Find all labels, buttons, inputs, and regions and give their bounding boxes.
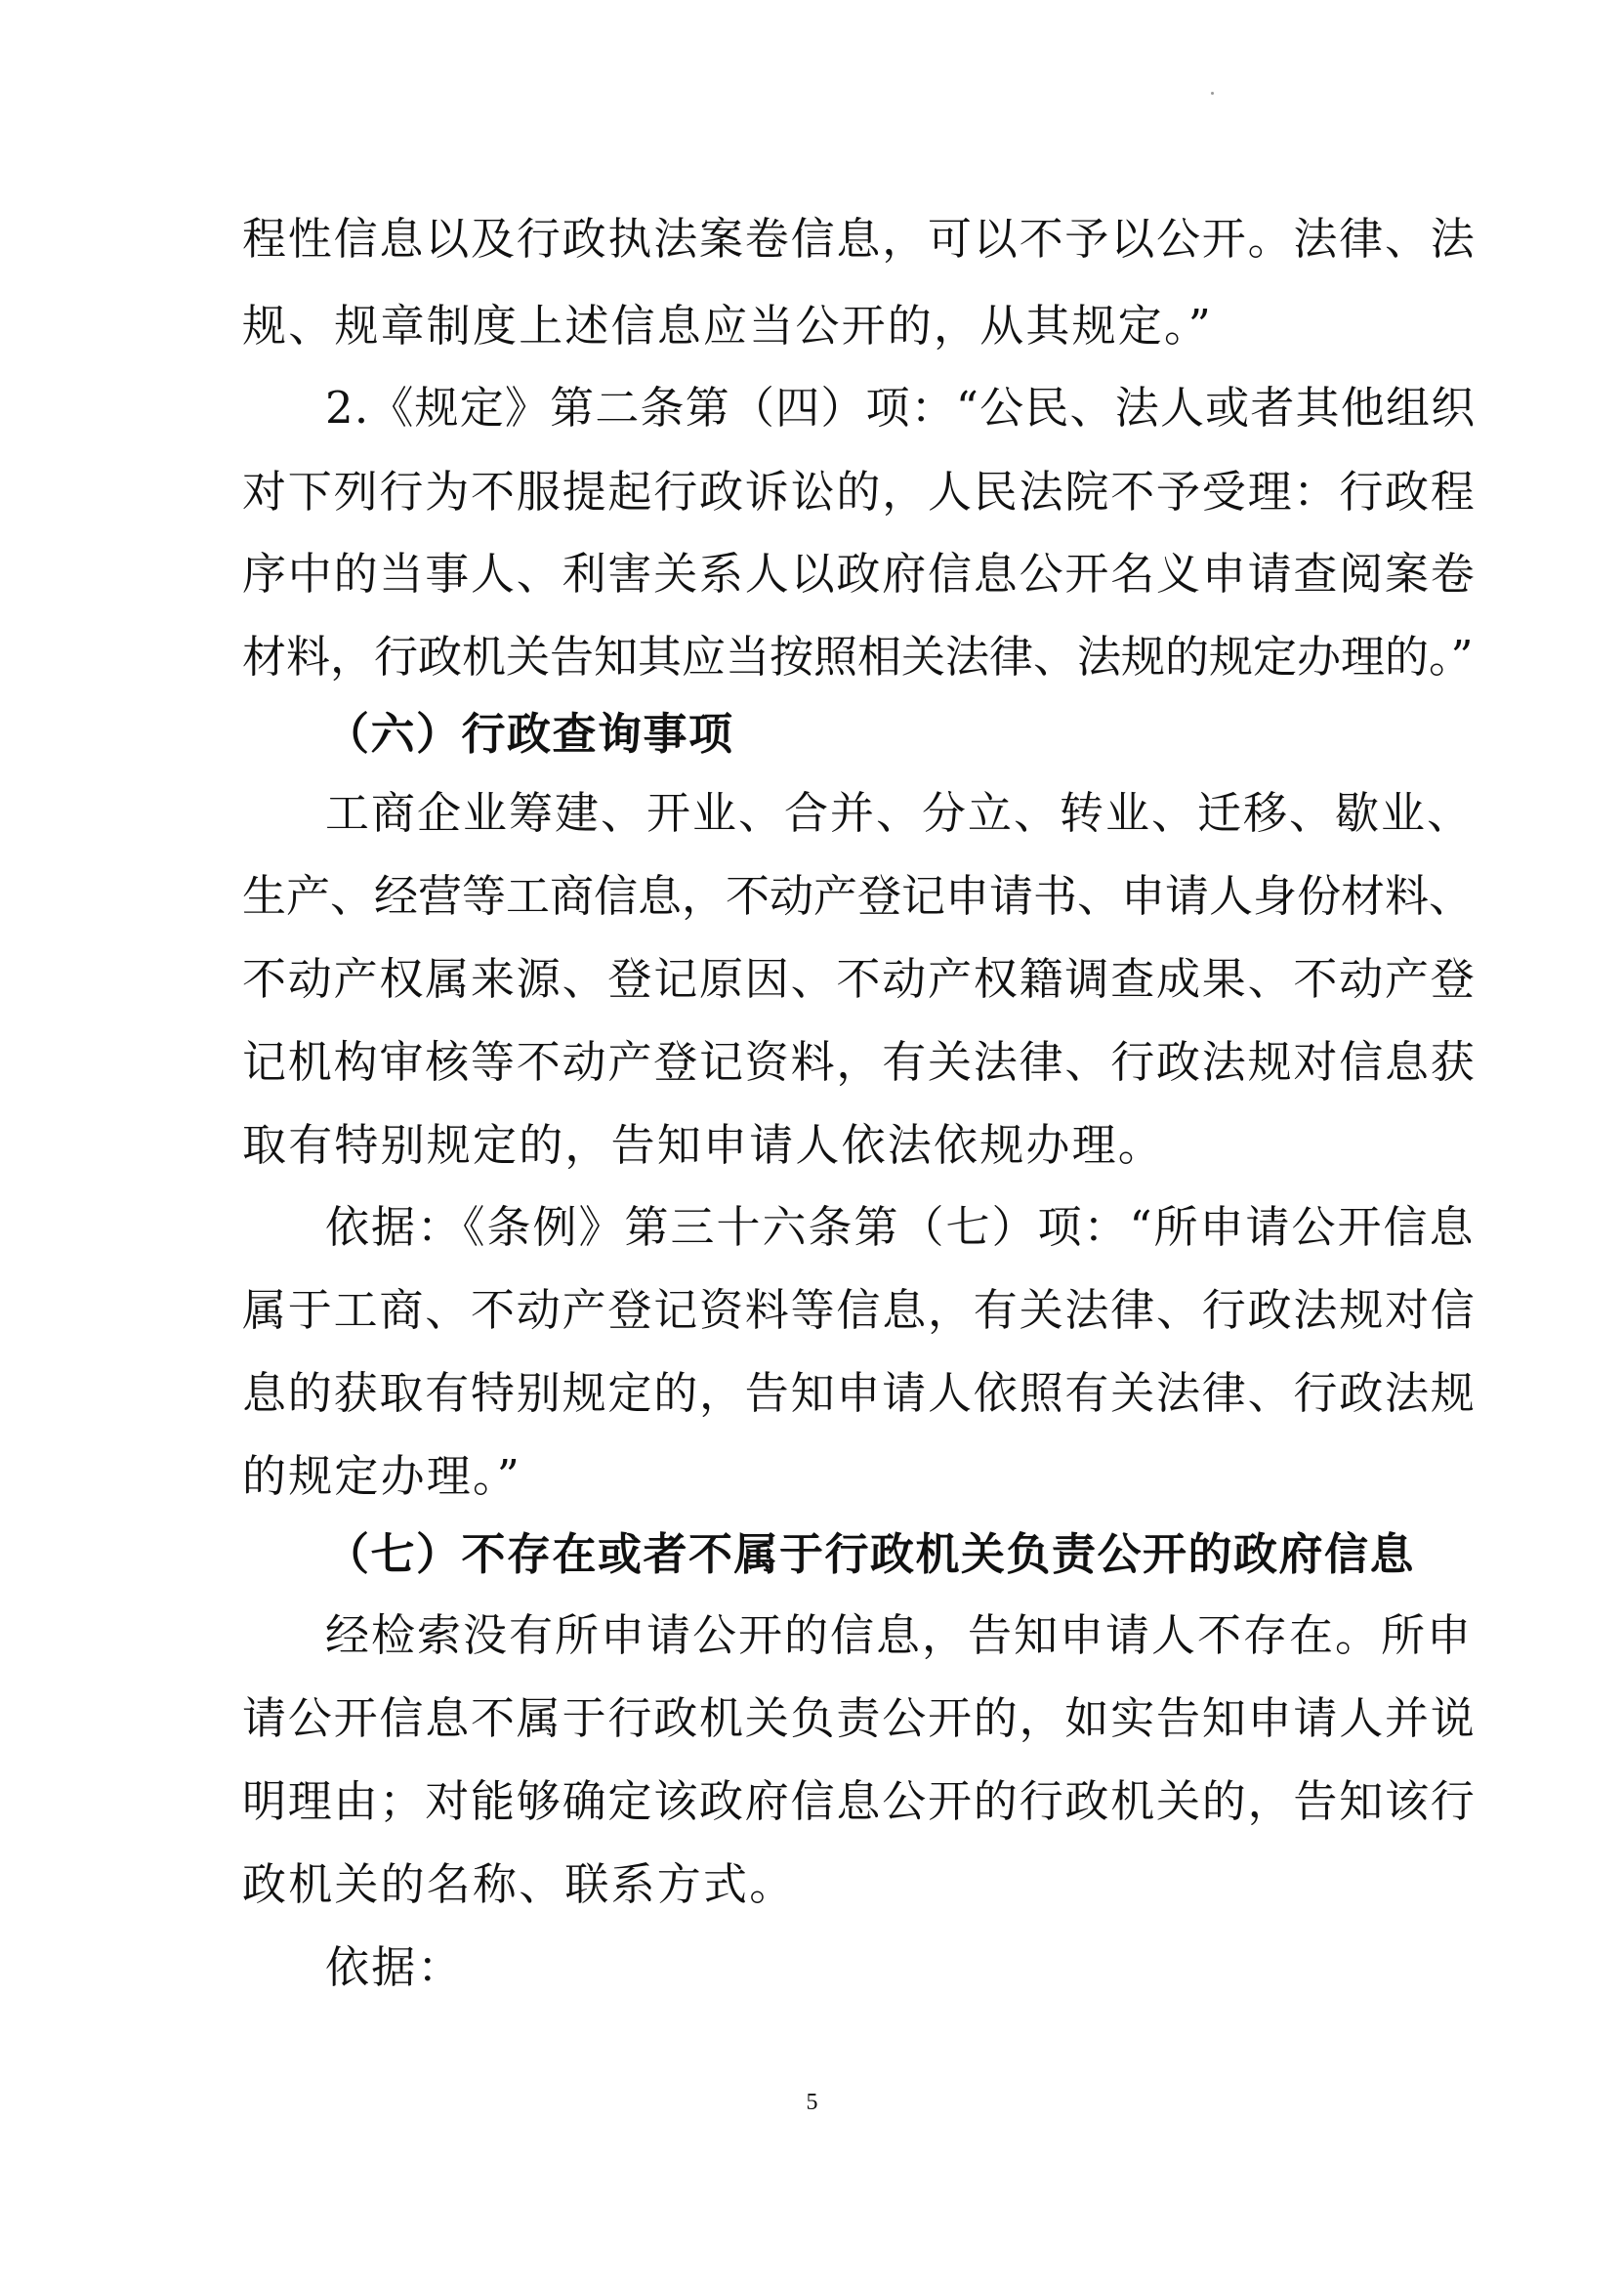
text-line: 规、规章制度上述信息应当公开的，从其规定。” <box>242 300 1213 352</box>
section-heading: （六）行政查询事项 <box>325 708 734 760</box>
text-line: 程性信息以及行政执法案卷信息，可以不予以公开。法律、法 <box>242 213 1477 265</box>
section-heading: （七）不存在或者不属于行政机关负责公开的政府信息 <box>325 1528 1416 1580</box>
text-line: 工商企业筹建、开业、合并、分立、转业、迁移、歇业、 <box>325 787 1474 839</box>
text-line: 依据：《条例》第三十六条第（七）项：“所申请公开信息 <box>325 1201 1476 1253</box>
text-line: 依据： <box>325 1941 464 1993</box>
text-line: 材料，行政机关告知其应当按照相关法律、法规的规定办理的。” <box>242 631 1474 683</box>
text-line: 请公开信息不属于行政机关负责公开的，如实告知申请人并说 <box>242 1692 1477 1744</box>
text-line: 不动产权属来源、登记原因、不动产权籍调查成果、不动产登 <box>242 953 1477 1005</box>
text-line: 明理由；对能够确定该政府信息公开的行政机关的，告知该行 <box>242 1775 1477 1827</box>
text-line: 记机构审核等不动产登记资料，有关法律、行政法规对信息获 <box>242 1036 1477 1088</box>
text-line: 序中的当事人、利害关系人以政府信息公开名义申请查阅案卷 <box>242 548 1477 600</box>
page-number: 5 <box>806 2090 818 2115</box>
text-line: 取有特别规定的，告知申请人依法依规办理。 <box>242 1119 1165 1171</box>
text-line: 对下列行为不服提起行政诉讼的，人民法院不予受理：行政程 <box>242 466 1477 518</box>
text-line: 的规定办理。” <box>242 1450 521 1502</box>
text-line: 属于工商、不动产登记资料等信息，有关法律、行政法规对信 <box>242 1284 1477 1336</box>
text-line: 息的获取有特别规定的，告知申请人依照有关法律、行政法规 <box>242 1367 1477 1419</box>
text-line: 经检索没有所申请公开的信息，告知申请人不存在。所申 <box>325 1609 1474 1661</box>
text-line: 生产、经营等工商信息，不动产登记申请书、申请人身份材料、 <box>242 870 1474 922</box>
text-line: 政机关的名称、联系方式。 <box>242 1858 796 1910</box>
scan-speck <box>1211 92 1214 95</box>
text-line: 2.《规定》第二条第（四）项：“公民、法人或者其他组织 <box>325 382 1477 434</box>
